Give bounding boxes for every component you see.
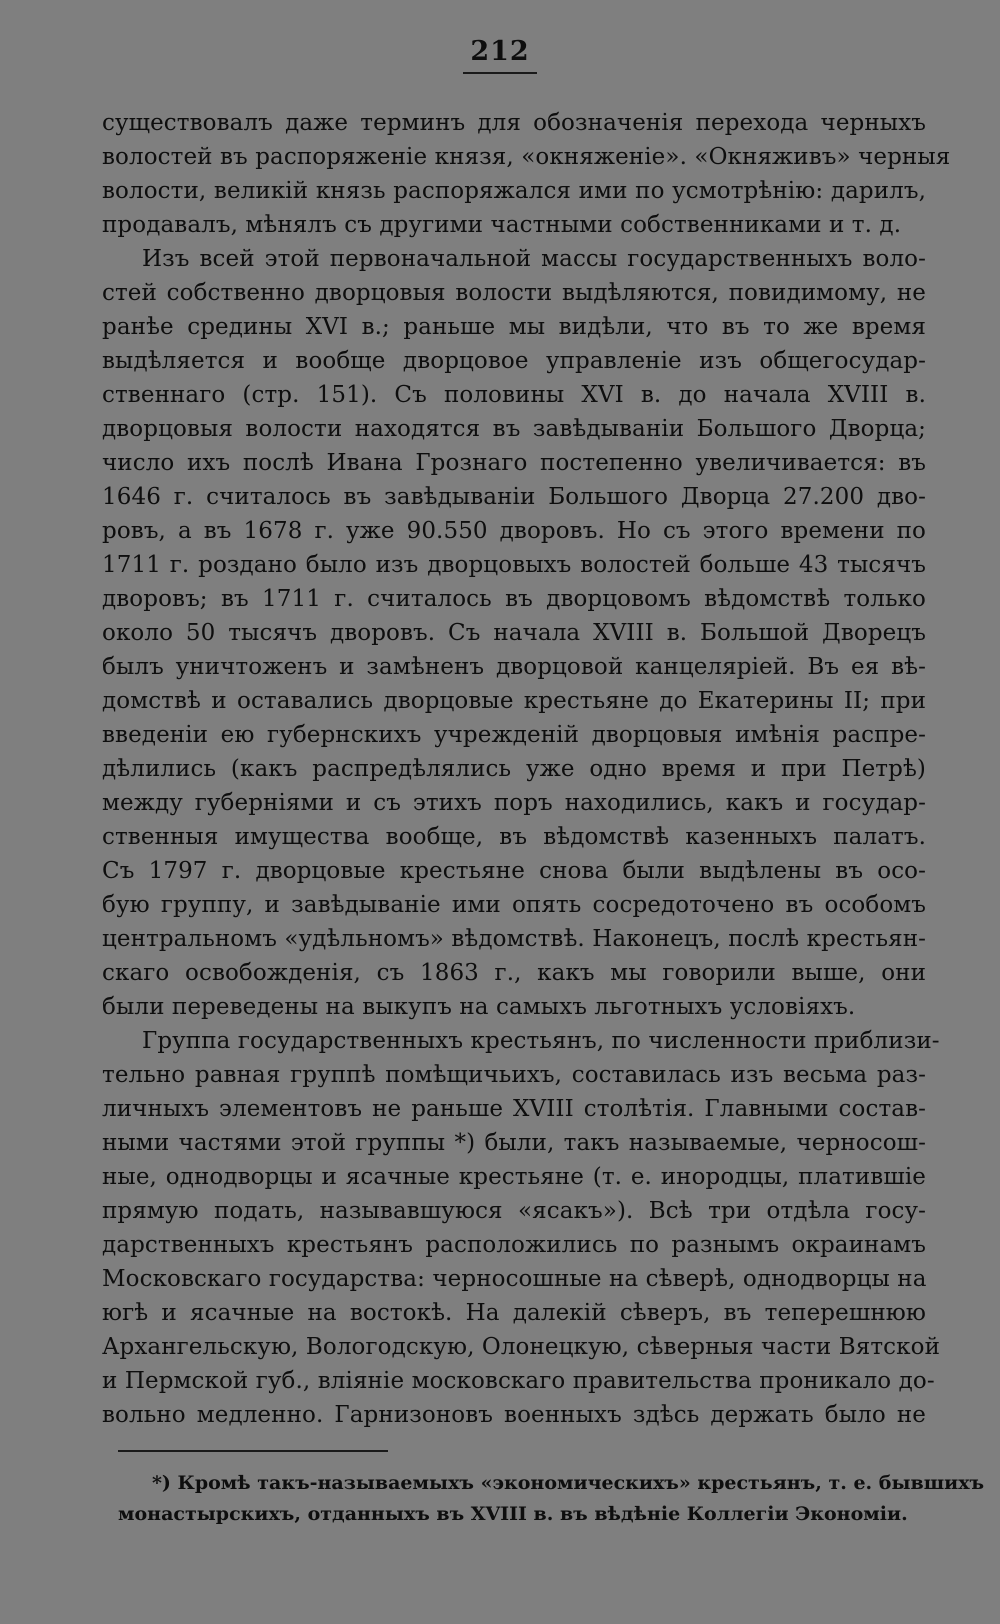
text-line: стей собственно дворцовыя волости выдѣляются, повидимому, не bbox=[102, 280, 926, 306]
text-line: ные, однодворцы и ясачные крестьяне (т. е. инородцы, платившіе bbox=[102, 1164, 926, 1190]
footnote-separator bbox=[118, 1450, 388, 1452]
text-line: и Пермской губ., вліяніе московскаго правительства проникало до- bbox=[102, 1368, 935, 1394]
text-line: введеніи ею губернскихъ учрежденій дворцовыя имѣнія распре- bbox=[102, 722, 926, 748]
text-line: Московскаго государства: черносошные на сѣверѣ, однодворцы на bbox=[102, 1266, 927, 1292]
text-line: Изъ всей этой первоначальной массы государственныхъ воло- bbox=[142, 246, 926, 272]
text-line: скаго освобожденія, съ 1863 г., какъ мы говорили выше, они bbox=[102, 960, 926, 986]
text-line: ровъ, а въ 1678 г. уже 90.550 дворовъ. Но съ этого времени по bbox=[102, 518, 926, 544]
text-line: выдѣляется и вообще дворцовое управленіе изъ общегосудар- bbox=[102, 348, 926, 374]
text-line: ственныя имущества вообще, въ вѣдомствѣ казенныхъ палатъ. bbox=[102, 824, 926, 850]
text-line: ными частями этой группы *) были, такъ называемые, черносош- bbox=[102, 1130, 926, 1156]
text-line: около 50 тысячъ дворовъ. Съ начала XVIII в. Большой Дворецъ bbox=[102, 620, 926, 646]
footnote-line: *) Кромѣ такъ-называемыхъ «экономическихъ» крестьянъ, т. е. бывшихъ bbox=[152, 1472, 985, 1494]
text-line: дѣлились (какъ распредѣлялись уже одно время и при Петрѣ) bbox=[102, 756, 926, 782]
text-line: дворцовыя волости находятся въ завѣдываніи Большого Дворца; bbox=[102, 416, 926, 442]
text-line: волости, великій князь распоряжался ими по усмотрѣнію: дарилъ, bbox=[102, 178, 926, 204]
page-number-underline bbox=[463, 72, 537, 74]
text-line: Группа государственныхъ крестьянъ, по численности приблизи- bbox=[142, 1028, 940, 1054]
text-line: былъ уничтоженъ и замѣненъ дворцовой канцеляріей. Въ ея вѣ- bbox=[102, 654, 926, 680]
text-line: между губерніями и съ этихъ поръ находились, какъ и государ- bbox=[102, 790, 926, 816]
text-line: дворовъ; въ 1711 г. считалось въ дворцовомъ вѣдомствѣ только bbox=[102, 586, 926, 612]
text-line: Архангельскую, Вологодскую, Олонецкую, сѣверныя части Вятской bbox=[102, 1334, 941, 1360]
page-number: 212 bbox=[470, 36, 530, 67]
footnote bbox=[118, 1468, 985, 1530]
text-line: Съ 1797 г. дворцовые крестьяне снова были выдѣлены въ осо- bbox=[102, 858, 926, 884]
text-line: число ихъ послѣ Ивана Грознаго постепенно увеличивается: въ bbox=[102, 450, 926, 476]
text-line: дарственныхъ крестьянъ расположились по разнымъ окраинамъ bbox=[102, 1232, 926, 1258]
body-text bbox=[102, 106, 951, 1432]
text-line: ранѣе средины XVI в.; раньше мы видѣли, что въ то же время bbox=[102, 314, 926, 340]
text-line: существовалъ даже терминъ для обозначенія перехода черныхъ bbox=[102, 110, 926, 136]
text-line: домствѣ и оставались дворцовые крестьяне до Екатерины II; при bbox=[102, 688, 926, 714]
text-line: продавалъ, мѣнялъ съ другими частными собственниками и т. д. bbox=[102, 212, 902, 238]
text-line: 1646 г. считалось въ завѣдываніи Большого Дворца 27.200 дво- bbox=[102, 484, 926, 510]
text-line: были переведены на выкупъ на самыхъ льготныхъ условіяхъ. bbox=[102, 994, 856, 1020]
text-line: волостей въ распоряженіе князя, «окняженіе». «Окняживъ» черныя bbox=[102, 144, 951, 170]
text-line: прямую подать, называвшуюся «ясакъ»). Всѣ три отдѣла госу- bbox=[102, 1198, 926, 1224]
footnote-line: монастырскихъ, отданныхъ въ XVIII в. въ вѣдѣніе Коллегіи Экономіи. bbox=[118, 1503, 908, 1525]
text-line: 1711 г. роздано было изъ дворцовыхъ волостей больше 43 тысячъ bbox=[102, 552, 926, 578]
text-line: личныхъ элементовъ не раньше XVIII столѣтія. Главными состав- bbox=[102, 1096, 926, 1122]
text-line: ственнаго (стр. 151). Съ половины XVI в. до начала XVIII в. bbox=[102, 382, 926, 408]
text-line: вольно медленно. Гарнизоновъ военныхъ здѣсь держать было не bbox=[102, 1402, 926, 1428]
text-line: центральномъ «удѣльномъ» вѣдомствѣ. Наконецъ, послѣ крестьян- bbox=[102, 926, 927, 952]
text-line: бую группу, и завѣдываніе ими опять сосредоточено въ особомъ bbox=[102, 892, 926, 918]
text-line: югѣ и ясачные на востокѣ. На далекій сѣверъ, въ теперешнюю bbox=[102, 1300, 926, 1326]
text-line: тельно равная группѣ помѣщичьихъ, составилась изъ весьма раз- bbox=[102, 1062, 926, 1088]
